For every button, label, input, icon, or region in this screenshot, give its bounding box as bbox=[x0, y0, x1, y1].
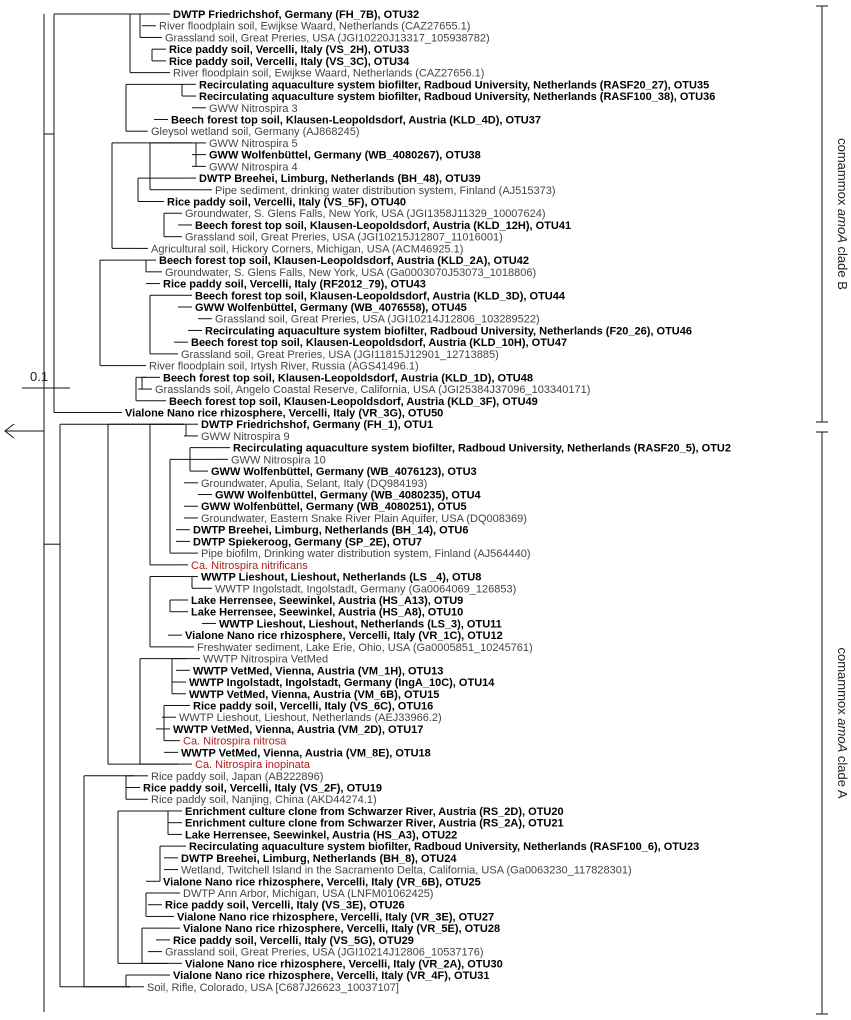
leaf-label: GWW Nitrospira 4 bbox=[209, 161, 298, 174]
leaf-label: DWTP Ann Arbor, Michigan, USA (LNFM01062425) bbox=[183, 888, 434, 900]
leaf-label: WWTP Lieshout, Lieshout, Netherlands (LS_3), OTU11 bbox=[219, 618, 502, 631]
leaf-label: Vialone Nano rice rhizosphere, Vercelli, Italy (VR_2A), OTU30 bbox=[185, 958, 503, 971]
leaf-label: WWTP VetMed, Vienna, Austria (VM_8E), OTU18 bbox=[181, 747, 431, 760]
clade-a-label: comammox amoA clade A bbox=[835, 647, 850, 799]
leaf-label: Soil, Rifle, Colorado, USA [C687J26623_10037107] bbox=[147, 981, 399, 994]
clade-b-bracket bbox=[816, 6, 828, 422]
leaf-label: DWTP Friedrichshof, Germany (FH_7B), OTU32 bbox=[173, 9, 420, 21]
leaf-label: Agricultural soil, Hickory Corners, Michigan, USA (ACM46925.1) bbox=[151, 243, 464, 256]
leaf-label: GWW Nitrospira 5 bbox=[209, 137, 298, 150]
leaf-label: WWTP Lieshout, Lieshout, Netherlands (LS _4), OTU8 bbox=[201, 571, 482, 584]
leaf-label: WWTP Nitrospira VetMed bbox=[203, 653, 329, 666]
leaf-label: Grassland soil, Great Preries, USA (JGI10215J12807_11016001) bbox=[185, 231, 503, 244]
leaf-label: DWTP Friedrichshof, Germany (FH_1), OTU1 bbox=[201, 419, 434, 432]
leaf-label: Recirculating aquaculture system biofilter, Radboud University, Netherlands (RASF20_27), OTU35 bbox=[199, 79, 710, 92]
leaf-label: Beech forest top soil, Klausen-Leopoldsdorf, Austria (KLD_10H), OTU47 bbox=[191, 337, 568, 350]
leaf-label: Vialone Nano rice rhizosphere, Vercelli, Italy (VR_3G), OTU50 bbox=[125, 407, 444, 420]
leaf-label: Rice paddy soil, Vercelli, Italy (VS_5G), OTU29 bbox=[173, 934, 414, 947]
leaf-label: Rice paddy soil, Vercelli, Italy (VS_2F), OTU19 bbox=[143, 782, 383, 795]
leaf-label: GWW Wolfenbüttel, Germany (WB_4080251), OTU5 bbox=[201, 501, 467, 514]
leaf-labels bbox=[125, 9, 731, 994]
leaf-label: Grassland soil, Great Preries, USA (JGI10214J12806_10537176) bbox=[165, 946, 484, 959]
leaf-label: GWW Wolfenbüttel, Germany (WB_4076558), OTU45 bbox=[195, 302, 467, 314]
leaf-label: DWTP Spiekeroog, Germany (SP_2E), OTU7 bbox=[193, 536, 423, 549]
leaf-label: Ca. Nitrospira nitrosa bbox=[183, 735, 287, 748]
leaf-label: WWTP Lieshout, Lieshout, Netherlands (AEJ33966.2) bbox=[179, 712, 442, 725]
leaf-label: Rice paddy soil, Nanjing, China (AKD44274.1) bbox=[151, 794, 377, 807]
leaf-label: Recirculating aquaculture system biofilter, Radboud University, Netherlands (RASF20_5), OTU2 bbox=[233, 442, 731, 455]
leaf-label: Rice paddy soil, Vercelli, Italy (RF2012_79), OTU43 bbox=[163, 278, 426, 291]
leaf-label: Groundwater, Apulia, Selant, Italy (DQ984193) bbox=[201, 477, 428, 490]
leaf-label: Recirculating aquaculture system biofilter, Radboud University, Netherlands (RASF100_6), OTU23 bbox=[189, 841, 700, 854]
leaf-label: Vialone Nano rice rhizosphere, Vercelli, Italy (VR_3E), OTU27 bbox=[177, 911, 495, 924]
leaf-label: Enrichment culture clone from Schwarzer River, Austria (RS_2D), OTU20 bbox=[185, 805, 564, 818]
leaf-label: Grasslands soil, Angelo Coastal Reserve, California, USA (JGI25384J37096_103340171) bbox=[155, 384, 591, 397]
leaf-label: Grassland soil, Great Preries, USA (JGI10220J13317_105938782) bbox=[165, 32, 490, 45]
leaf-label: Lake Herrensee, Seewinkel, Austria (HS_A8), OTU10 bbox=[191, 606, 464, 619]
leaf-label: Rice paddy soil, Vercelli, Italy (VS_2H), OTU33 bbox=[169, 44, 410, 57]
leaf-label: Vialone Nano rice rhizosphere, Vercelli, Italy (VR_4F), OTU31 bbox=[173, 970, 490, 983]
leaf-label: Beech forest top soil, Klausen-Leopoldsdorf, Austria (KLD_3D), OTU44 bbox=[195, 290, 565, 303]
leaf-label: WWTP VetMed, Vienna, Austria (VM_2D), OTU17 bbox=[173, 723, 424, 736]
leaf-label: GWW Nitrospira 9 bbox=[201, 430, 290, 443]
leaf-label: Enrichment culture clone from Schwarzer River, Austria (RS_2A), OTU21 bbox=[185, 817, 564, 830]
leaf-label: DWTP Breehei, Limburg, Netherlands (BH_14), OTU6 bbox=[193, 524, 469, 537]
leaf-label: Rice paddy soil, Vercelli, Italy (VS_3C), OTU34 bbox=[169, 55, 410, 68]
leaf-label: DWTP Breehei, Limburg, Netherlands (BH_48), OTU39 bbox=[199, 173, 481, 186]
leaf-label: Groundwater, S. Glens Falls, New York, USA (Ga0003070J53073_1018806) bbox=[165, 266, 537, 279]
leaf-label: Rice paddy soil, Japan (AB222896) bbox=[151, 770, 324, 783]
leaf-label: Gleysol wetland soil, Germany (AJ868245) bbox=[151, 126, 360, 139]
leaf-label: River floodplain soil, Ewijkse Waard, Netherlands (CAZ27655.1) bbox=[159, 20, 471, 33]
leaf-label: Recirculating aquaculture system biofilter, Radboud University, Netherlands (F20_26), OTU46 bbox=[205, 325, 692, 338]
leaf-label: Recirculating aquaculture system biofilter, Radboud University, Netherlands (RASF100_38), OTU36 bbox=[199, 91, 716, 104]
leaf-label: Vialone Nano rice rhizosphere, Vercelli, Italy (VR_6B), OTU25 bbox=[163, 876, 481, 889]
scale-bar bbox=[22, 369, 70, 388]
root-arrow-icon bbox=[5, 424, 44, 438]
scale-bar-label: 0.1 bbox=[30, 369, 49, 384]
leaf-label: Grassland soil, Great Preries, USA (JGI11815J12901_12713885) bbox=[181, 348, 499, 361]
leaf-label: Vialone Nano rice rhizosphere, Vercelli, Italy (VR_5E), OTU28 bbox=[183, 923, 501, 936]
leaf-label: WWTP Ingolstadt, Ingolstadt, Germany (Ga0064069_126853) bbox=[215, 583, 517, 596]
leaf-label: Rice paddy soil, Vercelli, Italy (VS_5F), OTU40 bbox=[167, 196, 407, 209]
leaf-label: Pipe biofilm, Drinking water distribution system, Finland (AJ564440) bbox=[201, 548, 531, 561]
leaf-label: Beech forest top soil, Klausen-Leopoldsdorf, Austria (KLD_1D), OTU48 bbox=[163, 372, 533, 385]
leaf-label: Beech forest top soil, Klausen-Leopoldsdorf, Austria (KLD_12H), OTU41 bbox=[195, 219, 572, 232]
leaf-label: Lake Herrensee, Seewinkel, Austria (HS_A3), OTU22 bbox=[185, 829, 458, 842]
leaf-label: Pipe sediment, drinking water distribution system, Finland (AJ515373) bbox=[215, 184, 556, 197]
leaf-label: Ca. Nitrospira nitrificans bbox=[191, 559, 308, 572]
leaf-label: Ca. Nitrospira inopinata bbox=[195, 759, 310, 772]
leaf-label: GWW Wolfenbüttel, Germany (WB_4076123), OTU3 bbox=[211, 466, 477, 479]
leaf-label: Rice paddy soil, Vercelli, Italy (VS_3E), OTU26 bbox=[165, 899, 405, 912]
leaf-label: River floodplain soil, Irtysh River, Russia (AGS41496.1) bbox=[149, 360, 419, 373]
leaf-label: Vialone Nano rice rhizosphere, Vercelli, Italy (VR_1C), OTU12 bbox=[185, 630, 503, 643]
leaf-label: GWW Nitrospira 10 bbox=[231, 454, 326, 467]
leaf-label: GWW Wolfenbüttel, Germany (WB_4080235), OTU4 bbox=[215, 489, 481, 502]
leaf-label: WWTP VetMed, Vienna, Austria (VM_6B), OTU15 bbox=[189, 688, 440, 701]
leaf-label: WWTP Ingolstadt, Ingolstadt, Germany (IngA_10C), OTU14 bbox=[189, 677, 495, 690]
clade-b-label: comammox amoA clade B bbox=[835, 138, 850, 290]
leaf-label: DWTP Breehei, Limburg, Netherlands (BH_8), OTU24 bbox=[181, 852, 457, 865]
leaf-label: Grassland soil, Great Preries, USA (JGI10214J12806_103289522) bbox=[215, 313, 540, 326]
leaf-label: Groundwater, S. Glens Falls, New York, USA (JGI1358J11329_10007624) bbox=[185, 208, 546, 221]
leaf-label: Wetland, Twitchell Island in the Sacramento Delta, California, USA (Ga0063230_117828301) bbox=[181, 864, 632, 877]
leaf-label: River floodplain soil, Ewijkse Waard, Netherlands (CAZ27656.1) bbox=[173, 67, 485, 80]
leaf-label: GWW Nitrospira 3 bbox=[209, 102, 298, 115]
leaf-label: Beech forest top soil, Klausen-Leopoldsdorf, Austria (KLD_2A), OTU42 bbox=[159, 255, 529, 268]
leaf-label: Lake Herrensee, Seewinkel, Austria (HS_A13), OTU9 bbox=[191, 595, 464, 607]
leaf-label: GWW Wolfenbüttel, Germany (WB_4080267), OTU38 bbox=[209, 149, 481, 162]
leaf-label: Beech forest top soil, Klausen-Leopoldsdorf, Austria (KLD_4D), OTU37 bbox=[171, 114, 541, 127]
clade-a-bracket bbox=[816, 432, 828, 1014]
leaf-label: Beech forest top soil, Klausen-Leopoldsdorf, Austria (KLD_3F), OTU49 bbox=[169, 395, 538, 408]
leaf-label: Freshwater sediment, Lake Erie, Ohio, USA (Ga0005851_10245761) bbox=[197, 641, 533, 654]
leaf-label: Groundwater, Eastern Snake River Plain Aquifer, USA (DQ008369) bbox=[201, 512, 527, 525]
leaf-label: WWTP VetMed, Vienna, Austria (VM_1H), OTU13 bbox=[193, 665, 444, 678]
leaf-label: Rice paddy soil, Vercelli, Italy (VS_6C), OTU16 bbox=[193, 700, 434, 713]
